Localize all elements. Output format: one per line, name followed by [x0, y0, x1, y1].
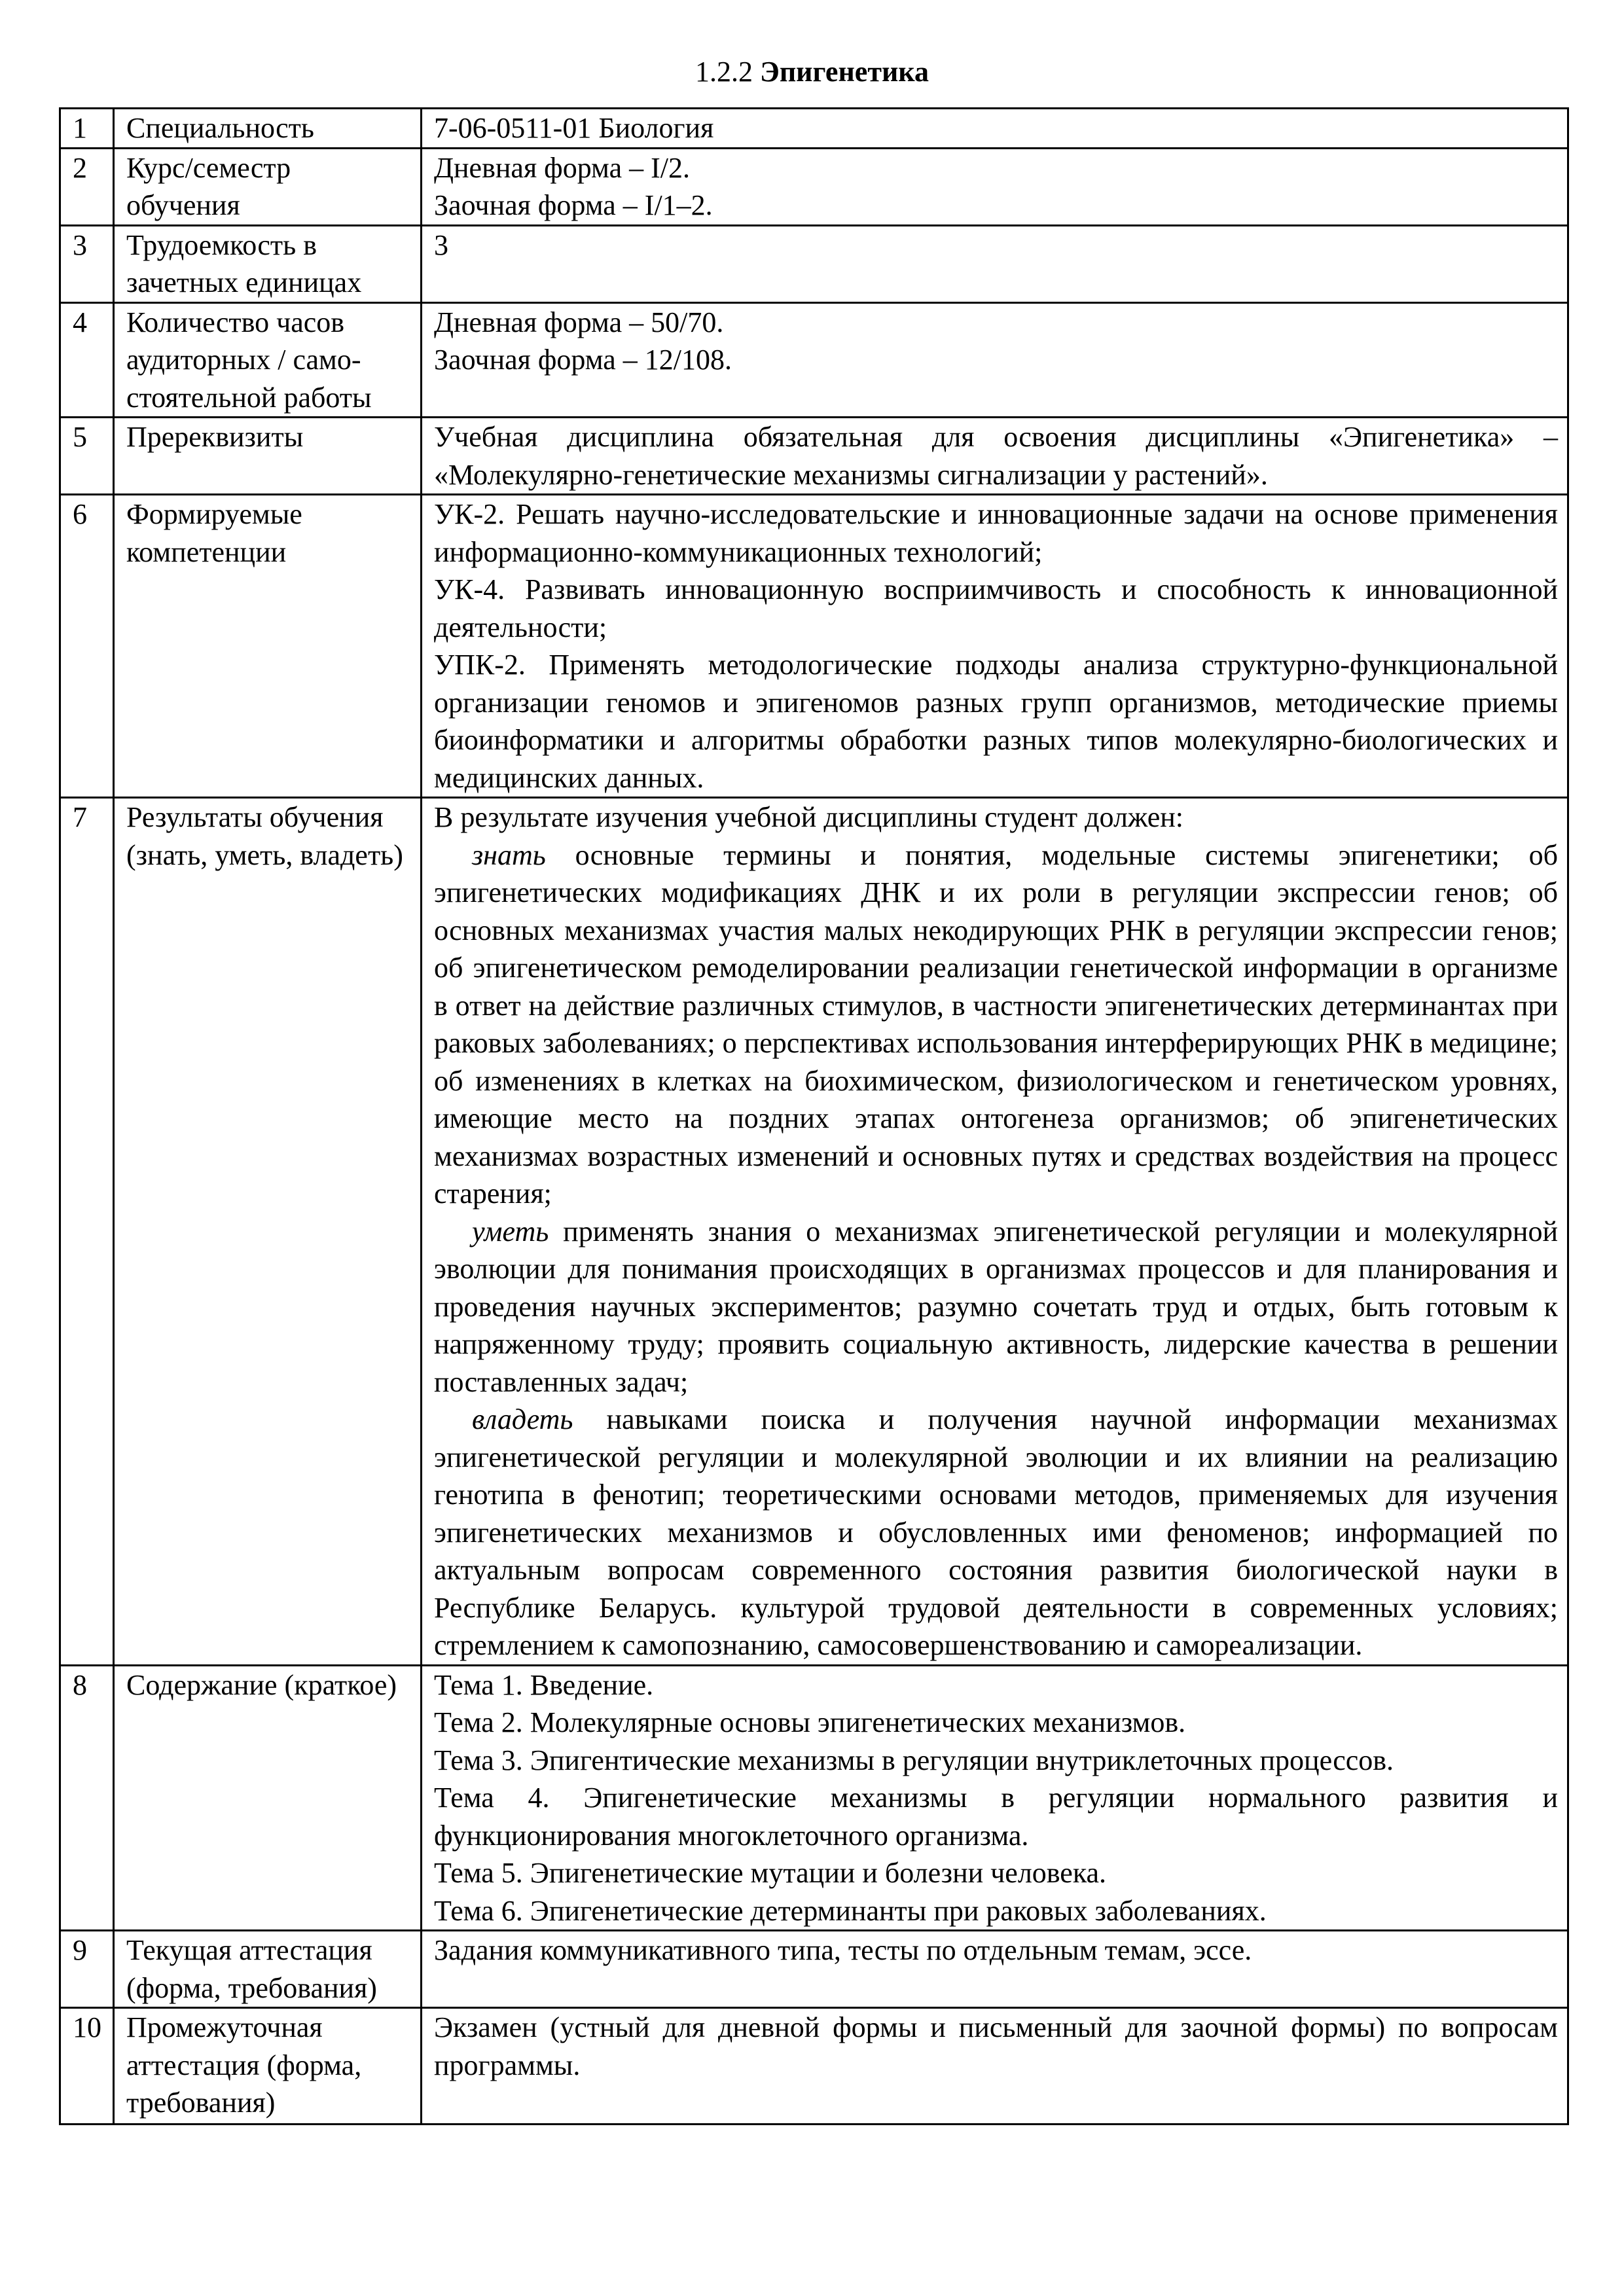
result-item — [434, 1213, 1558, 1401]
result-term: владеть — [472, 1403, 573, 1435]
row-label: Специальность — [114, 109, 422, 149]
table-row — [60, 1665, 1568, 1931]
row-label: Содержание (краткое) — [114, 1665, 422, 1931]
row-number: 6 — [60, 495, 114, 798]
course-info-table — [59, 107, 1569, 2125]
table-row — [60, 109, 1568, 149]
row-label: Результаты обучения (знать, уметь, владеть) — [114, 798, 422, 1666]
row-label: Промежуточная аттестация (форма, требования) — [114, 2008, 422, 2125]
table-row — [60, 418, 1568, 495]
value-line: Заочная форма – I/1–2. — [434, 189, 713, 221]
row-number: 1 — [60, 109, 114, 149]
row-value — [422, 495, 1568, 798]
row-number: 5 — [60, 418, 114, 495]
table-row — [60, 1931, 1568, 2008]
value-line: Заочная форма – 12/108. — [434, 344, 732, 376]
row-value — [422, 1665, 1568, 1931]
row-value — [422, 798, 1568, 1666]
row-number: 3 — [60, 225, 114, 302]
topic-item: Тема 5. Эпигенетические мутации и болезни человека. — [434, 1857, 1107, 1889]
topic-item: Тема 4. Эпигенетические механизмы в регуляции нормального развития и функционирования многоклеточного организма. — [434, 1782, 1558, 1852]
row-number: 2 — [60, 148, 114, 225]
result-text: применять знания о механизмах эпигенетической регуляции и молекулярной эволюции для понимания происходящих в организмах процессов и для планирования и проведения научных экспериментов; разумно сочетать труд и отдых, быть готовым к напряженному труду; проявить социальную активность, лидерские качества в решении поставленных задач; — [434, 1215, 1558, 1398]
row-number: 9 — [60, 1931, 114, 2008]
topic-item: Тема 6. Эпигенетические детерминанты при раковых заболеваниях. — [434, 1894, 1267, 1927]
value-line: Учебная дисциплина обязательная для освоения дисциплины «Эпигенетика» – «Молекулярно-генетические механизмы сигнализации у растений». — [434, 421, 1558, 491]
row-value — [422, 225, 1568, 302]
row-value — [422, 148, 1568, 225]
value-line: Дневная форма – 50/70. — [434, 306, 724, 338]
topic-item: Тема 2. Молекулярные основы эпигенетических механизмов. — [434, 1706, 1186, 1738]
row-number: 4 — [60, 302, 114, 418]
result-text: навыками поиска и получения научной информации механизмах эпигенетической регуляции и молекулярной эволюции и их влиянии на реализацию генотипа в фенотип; теоретическими основами методов, применяемых для изучения эпигенетических механизмов и обусловленных ими феноменов; информацией по актуальным вопросам современного состояния развития биологической науки в Республике Беларусь. культурой трудовой деятельности в современных условиях; стремлением к самопознанию, самосовершенствованию и самореализации. — [434, 1403, 1558, 1661]
competence-item: УК-4. Развивать инновационную восприимчивость и способность к инновационной деятельности; — [434, 573, 1558, 643]
results-intro: В результате изучения учебной дисциплины студент должен: — [434, 801, 1184, 833]
row-value — [422, 418, 1568, 495]
topic-item: Тема 1. Введение. — [434, 1668, 654, 1701]
competence-item: УПК-2. Применять методологические подходы анализа структурно-функциональной организации геномов и эпигеномов разных групп организмов, методические приемы биоинформатики и алгоритмы обработки разных типов молекулярно-биологических и медицинских данных. — [434, 649, 1558, 794]
topic-item: Тема 3. Эпигентические механизмы в регуляции внутриклеточных процессов. — [434, 1744, 1394, 1776]
result-term: уметь — [472, 1215, 549, 1247]
table-row — [60, 495, 1568, 798]
row-number: 7 — [60, 798, 114, 1666]
value-line: 3 — [434, 228, 448, 261]
row-value — [422, 109, 1568, 149]
row-label: Текущая аттестация (форма, требования) — [114, 1931, 422, 2008]
table-row — [60, 798, 1568, 1666]
row-value — [422, 302, 1568, 418]
section-name: Эпигенетика — [759, 56, 929, 88]
value-line: Задания коммуникативного типа, тесты по отдельным темам, эссе. — [434, 1934, 1252, 1966]
table-row — [60, 225, 1568, 302]
competence-item: УК-2. Решать научно-исследовательские и инновационные задачи на основе применения информационно-коммуникационных технологий; — [434, 498, 1558, 568]
row-label: Количество часов аудиторных / само-стоятельной работы — [114, 302, 422, 418]
section-number: 1.2.2 — [695, 56, 753, 88]
result-item — [434, 1401, 1558, 1664]
table-row — [60, 302, 1568, 418]
value-line: Экзамен (устный для дневной формы и письменный для заочной формы) по вопросам программы. — [434, 2011, 1558, 2081]
value-line: 7-06-0511-01 Биология — [434, 112, 714, 144]
row-number: 8 — [60, 1665, 114, 1931]
row-value — [422, 1931, 1568, 2008]
row-label: Формируемые компетенции — [114, 495, 422, 798]
result-item — [434, 836, 1558, 1213]
row-label: Трудоемкость в зачетных единицах — [114, 225, 422, 302]
section-title — [0, 54, 1624, 90]
result-text: основные термины и понятия, модельные системы эпигенетики; об эпигенетических модификациях ДНК и их роли в регуляции экспрессии генов; об основных механизмах участия малых некодирующих РНК в регуляции экспрессии генов; об эпигенетическом ремоделировании реализации генетической информации в организме в ответ на действие различных стимулов, в частности эпигенетических детерминантах при раковых заболеваниях; о перспективах использования интерферирующих РНК в медицине; об изменениях в клетках на биохимическом, физиологическом и генетическом уровнях, имеющие место на поздних этапах онтогенеза организмов; об эпигенетических механизмах возрастных изменений и основных путях и средствах воздействия на процесс старения; — [434, 838, 1558, 1210]
row-label: Пререквизиты — [114, 418, 422, 495]
row-value — [422, 2008, 1568, 2125]
row-label: Курс/семестр обучения — [114, 148, 422, 225]
row-number: 10 — [60, 2008, 114, 2125]
result-term: знать — [472, 838, 546, 871]
table-row — [60, 2008, 1568, 2125]
table-row — [60, 148, 1568, 225]
value-line: Дневная форма – I/2. — [434, 151, 690, 184]
